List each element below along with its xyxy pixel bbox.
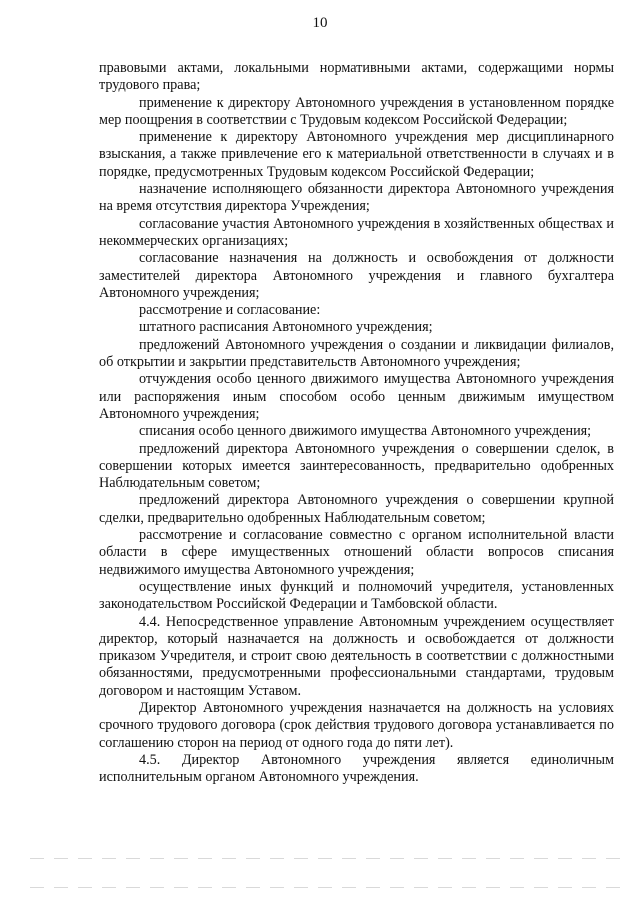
paragraph: предложений директора Автономного учреждения о совершении сделок, в совершении которых имеется заинтересованность, предварительно одобренных Наблюдательным советом; bbox=[99, 440, 614, 492]
paragraph: 4.4. Непосредственное управление Автономным учреждением осуществляет директор, который назначается на должность и освобождается от должности приказом Учредителя, и строит свою деятельность в соответствии с должностными обязанностями, предусмотренными профессиональными стандартами, трудовым договором и настоящим Уставом. bbox=[99, 613, 614, 699]
paragraph: применение к директору Автономного учреждения мер дисциплинарного взыскания, а также привлечение его к материальной ответственности в случаях и в порядке, предусмотренных Трудовым кодексом Российской Федерации; bbox=[99, 129, 614, 180]
paragraph: штатного расписания Автономного учреждения; bbox=[139, 319, 433, 336]
paragraph: Директор Автономного учреждения назначается на должность на условиях срочного трудового договора (срок действия трудового договора устанавливается по соглашению сторон на период от одного года до пяти лет). bbox=[99, 699, 614, 751]
paragraph: осуществление иных функций и полномочий учредителя, установленных законодательством Российской Федерации и Тамбовской области. bbox=[99, 578, 614, 613]
paragraph: рассмотрение и согласование: bbox=[139, 302, 321, 319]
scan-artifact-line bbox=[30, 858, 630, 859]
paragraph: отчуждения особо ценного движимого имущества Автономного учреждения или распоряжения иным способом особо ценным движимым имуществом Автономного учреждения; bbox=[99, 371, 614, 422]
document-body bbox=[99, 60, 614, 786]
page-number: 10 bbox=[312, 15, 328, 31]
scan-artifact-line bbox=[30, 887, 630, 888]
paragraph: применение к директору Автономного учреждения в установленном порядке мер поощрения в соответствии с Трудовым кодексом Российской Федерации; bbox=[99, 94, 614, 128]
paragraph: предложений Автономного учреждения о создании и ликвидации филиалов, об открытии и закрытии представительств Автономного учреждения; bbox=[99, 336, 614, 371]
paragraph: рассмотрение и согласование совместно с органом исполнительной власти области в сфере имущественных отношений области вопросов списания недвижимого имущества Автономного учреждения; bbox=[99, 527, 614, 578]
paragraph: назначение исполняющего обязанности директора Автономного учреждения на время отсутствия директора Учреждения; bbox=[99, 181, 614, 215]
paragraph: списания особо ценного движимого имущества Автономного учреждения; bbox=[139, 423, 592, 440]
paragraph: предложений директора Автономного учреждения о совершении крупной сделки, предварительно одобренных Наблюдательным советом; bbox=[99, 492, 614, 526]
paragraph: согласование назначения на должность и освобождения от должности заместителей директора Автономного учреждения и главного бухгалтера Автономного учреждения; bbox=[99, 250, 614, 301]
paragraph: 4.5. Директор Автономного учреждения является единоличным исполнительным органом Автономного учреждения. bbox=[99, 751, 614, 786]
paragraph: согласование участия Автономного учреждения в хозяйственных обществах и некоммерческих организациях; bbox=[99, 215, 614, 249]
paragraph: правовыми актами, локальными нормативными актами, содержащими нормы трудового права; bbox=[99, 60, 614, 94]
